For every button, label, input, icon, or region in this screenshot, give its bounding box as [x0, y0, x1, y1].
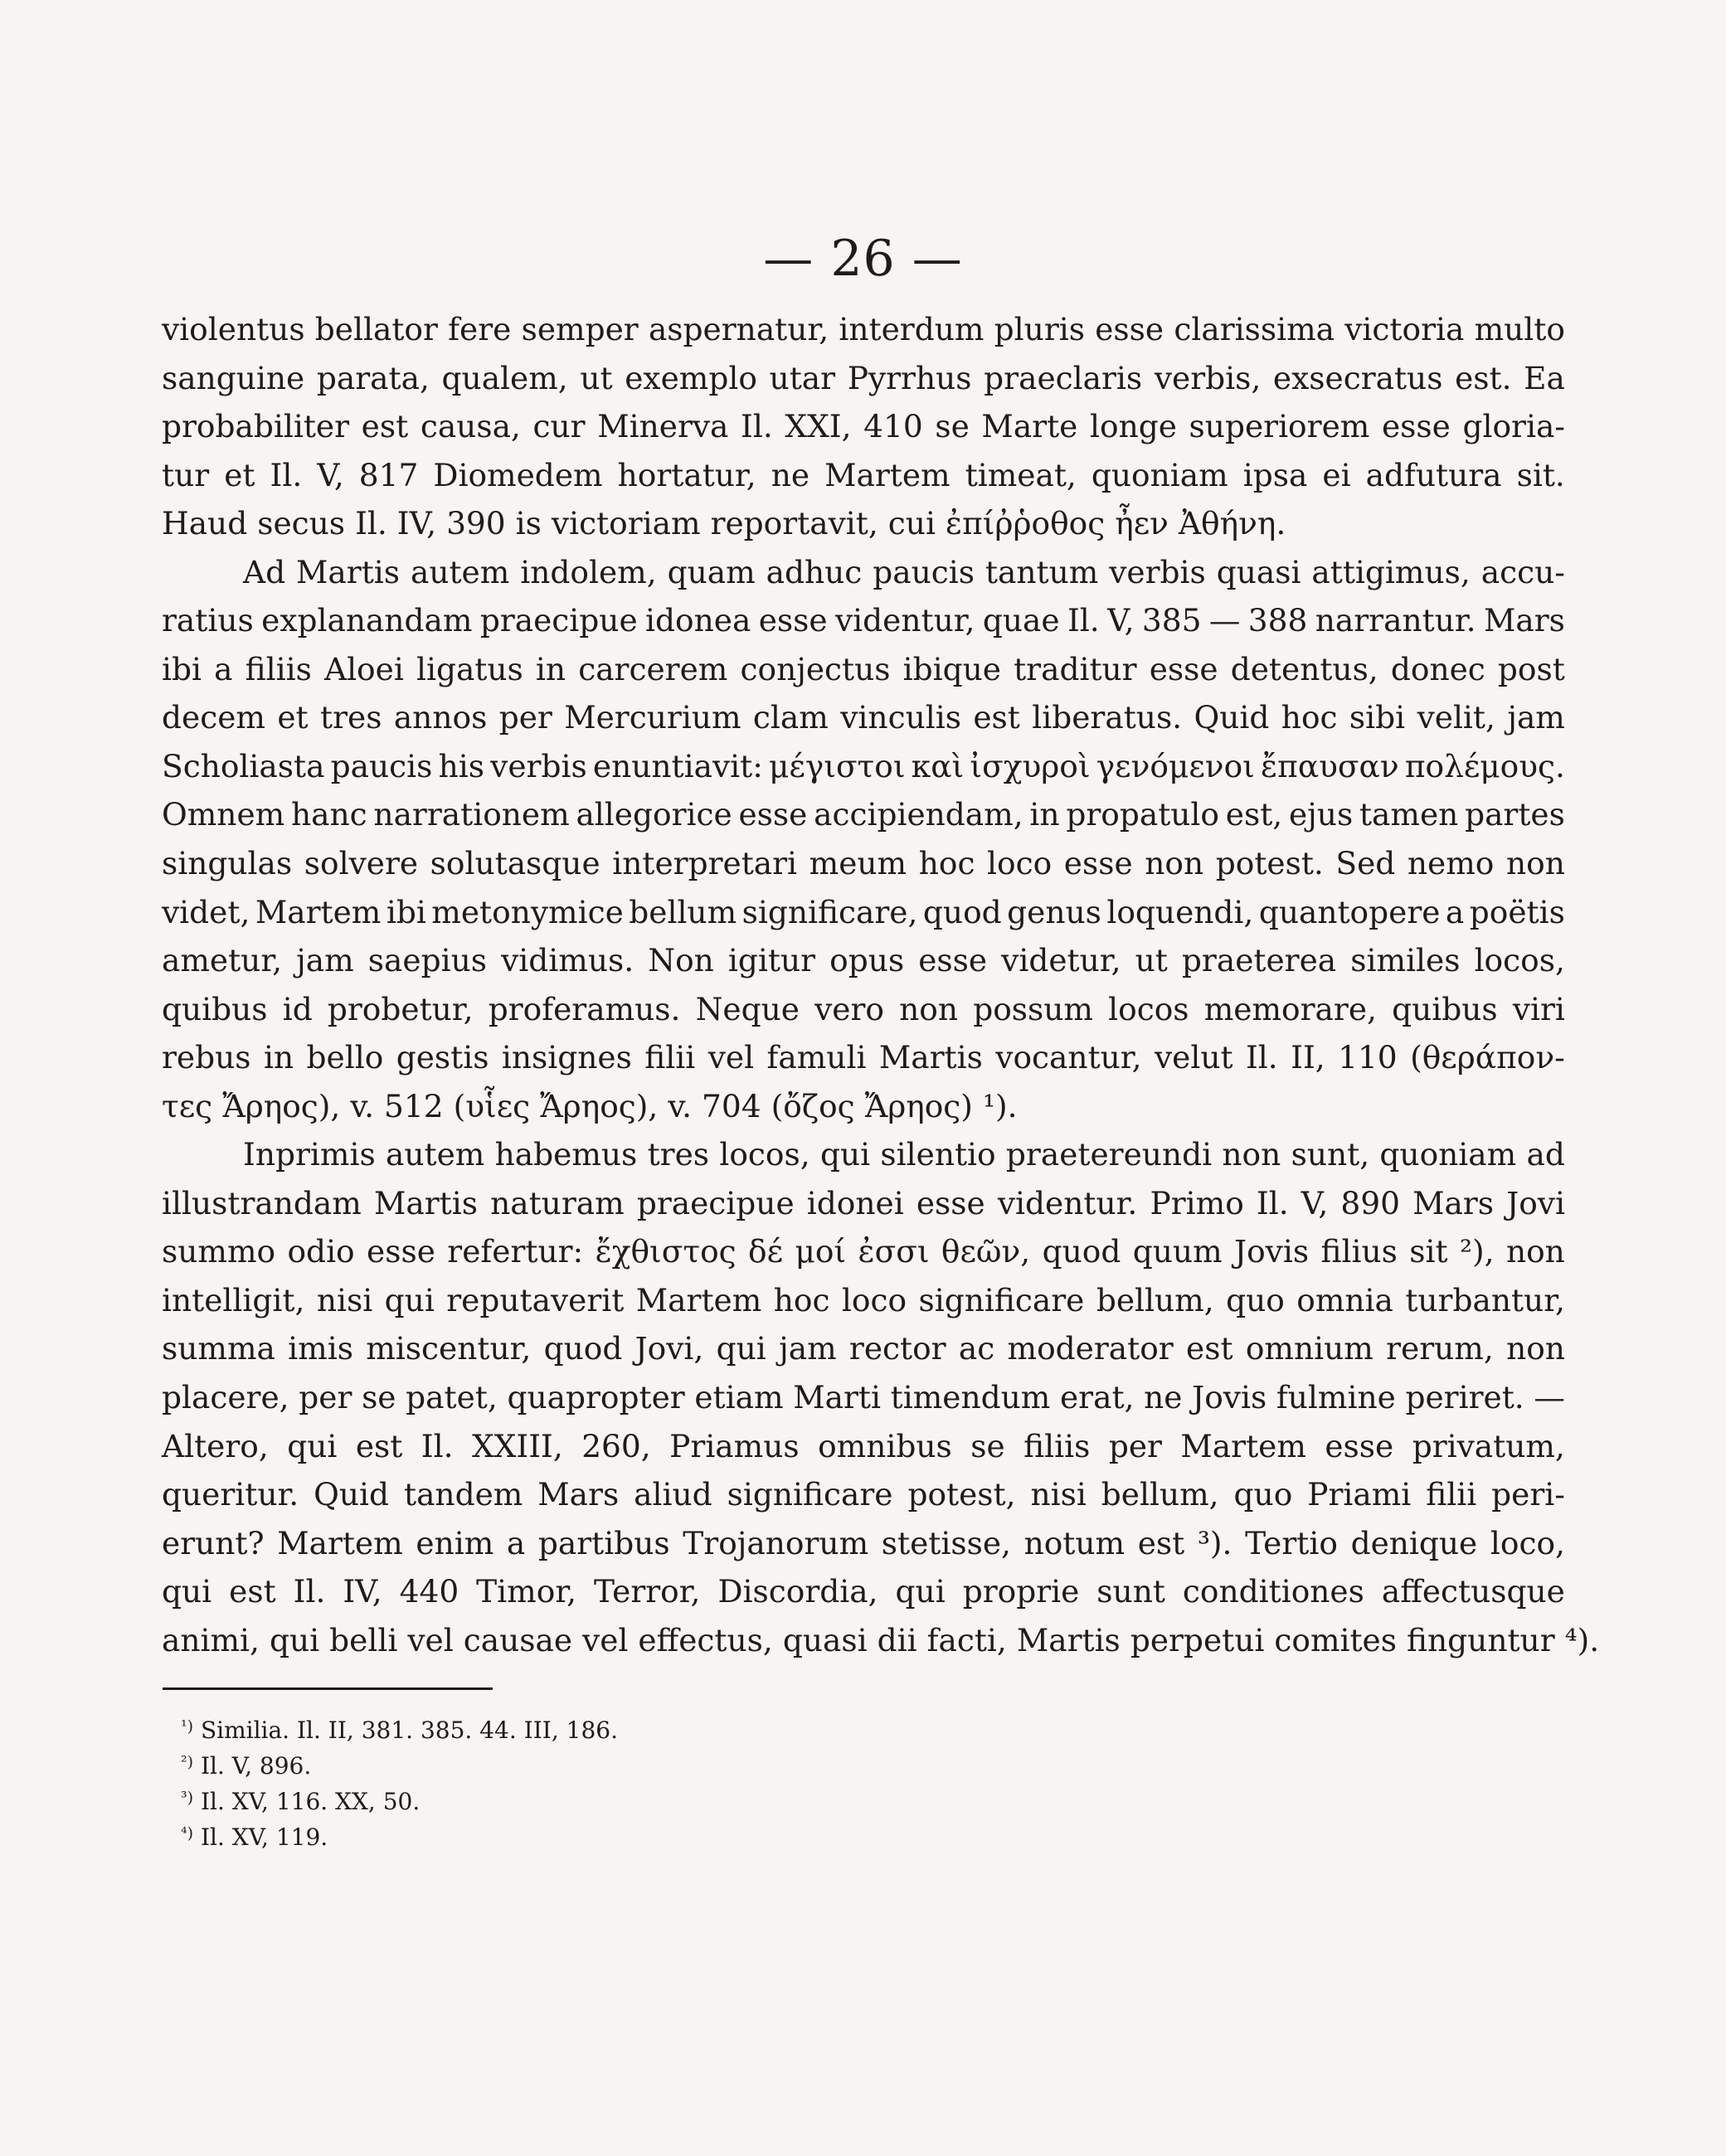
footnote-separator: [163, 1687, 493, 1690]
text-line: queritur. Quid tandem Mars aliud significare potest, nisi bellum, quo Priami filii peri-: [162, 1476, 1565, 1513]
footnote-marker: ⁴): [181, 1824, 194, 1843]
footnote-text: Il. V, 896.: [200, 1752, 312, 1780]
text-line: summa imis miscentur, quod Jovi, qui jam rector ac moderator est omnium rerum, non: [162, 1330, 1565, 1367]
text-line: ametur, jam saepius vidimus. Non igitur opus esse videtur, ut praeterea similes locos,: [162, 942, 1565, 979]
page-number: — 26 —: [763, 230, 963, 288]
text-line: erunt? Martem enim a partibus Trojanorum stetisse, notum est ³). Tertio denique loco,: [162, 1524, 1565, 1561]
text-line: ratius explanandam praecipue idonea esse videntur, quae Il. V, 385 — 388 narrantur. Mars: [162, 602, 1565, 639]
text-line: Ad Martis autem indolem, quam adhuc paucis tantum verbis quasi attigimus, accu-: [243, 553, 1565, 590]
text-line: τες Ἄρηος), v. 512 (υἷες Ἄρηος), v. 704 (ὄζος Ἄρηος) ¹).: [162, 1087, 1018, 1124]
text-line: violentus bellator fere semper aspernatur, interdum pluris esse clarissima victoria multo: [162, 311, 1565, 347]
text-line: Haud secus Il. IV, 390 is victoriam reportavit, cui ἐπίῤῥοθος ἦεν Ἀθήνη.: [162, 505, 1286, 542]
text-line: qui est Il. IV, 440 Timor, Terror, Discordia, qui proprie sunt conditiones affectusque: [162, 1573, 1565, 1610]
footnote: [181, 1709, 927, 1745]
text-line: animi, qui belli vel causae vel effectus, quasi dii facti, Martis perpetui comites finguntur ⁴).: [162, 1621, 1600, 1658]
text-line: sanguine parata, qualem, ut exemplo utar Pyrrhus praeclaris verbis, exsecratus est. Ea: [162, 359, 1565, 396]
text-line: singulas solvere solutasque interpretari meum hoc loco esse non potest. Sed nemo non: [162, 845, 1565, 882]
footnote: [181, 1780, 927, 1816]
text-line: Scholiasta paucis his verbis enuntiavit: μέγιστοι καὶ ἰσχυροὶ γενόμενοι ἔπαυσαν πολέμους.: [162, 747, 1565, 784]
text-line: Omnem hanc narrationem allegorice esse accipiendam, in propatulo est, ejus tamen partes: [162, 796, 1565, 833]
text-line: tur et Il. V, 817 Diomedem hortatur, ne Martem timeat, quoniam ipsa ei adfutura sit.: [162, 456, 1565, 493]
text-line: probabiliter est causa, cur Minerva Il. XXI, 410 se Marte longe superiorem esse gloria-: [162, 408, 1565, 445]
text-line: summo odio esse refertur: ἔχθιστος δέ μοί ἐσσι θεῶν, quod quum Jovis filius sit ²), non: [162, 1233, 1565, 1270]
footnote-marker: ¹): [181, 1717, 194, 1736]
text-line: intelligit, nisi qui reputaverit Martem hoc loco significare bellum, quo omnia turbantur,: [162, 1281, 1565, 1318]
text-line: videt, Martem ibi metonymice bellum significare, quod genus loquendi, quantopere a poëtis: [162, 893, 1565, 930]
footnote-marker: ³): [181, 1789, 194, 1807]
footnote: [181, 1745, 927, 1780]
text-line: Altero, qui est Il. XXIII, 260, Priamus omnibus se filiis per Martem esse privatum,: [162, 1427, 1565, 1464]
text-line: rebus in bello gestis insignes filii vel famuli Martis vocantur, velut Il. II, 110 (θεράπον-: [162, 1039, 1565, 1076]
text-line: placere, per se patet, quapropter etiam Marti timendum erat, ne Jovis fulmine periret. —: [162, 1379, 1565, 1416]
text-line: Inprimis autem habemus tres locos, qui silentio praetereundi non sunt, quoniam ad: [243, 1136, 1565, 1173]
text-line: ibi a filiis Aloei ligatus in carcerem conjectus ibique traditur esse detentus, donec post: [162, 650, 1565, 687]
body-text: [162, 305, 1600, 1664]
footnotes: [181, 1709, 927, 1852]
footnote-text: Similia. Il. II, 381. 385. 44. III, 186.: [200, 1717, 618, 1744]
footnote-text: Il. XV, 116. XX, 50.: [200, 1788, 421, 1815]
footnote-marker: ²): [181, 1753, 194, 1771]
footnote: [181, 1816, 927, 1852]
text-line: quibus id probetur, proferamus. Neque vero non possum locos memorare, quibus viri: [162, 990, 1565, 1027]
footnote-text: Il. XV, 119.: [200, 1823, 328, 1851]
text-line: illustrandam Martis naturam praecipue idonei esse videntur. Primo Il. V, 890 Mars Jovi: [162, 1184, 1565, 1221]
text-line: decem et tres annos per Mercurium clam vinculis est liberatus. Quid hoc sibi velit, jam: [162, 699, 1565, 736]
